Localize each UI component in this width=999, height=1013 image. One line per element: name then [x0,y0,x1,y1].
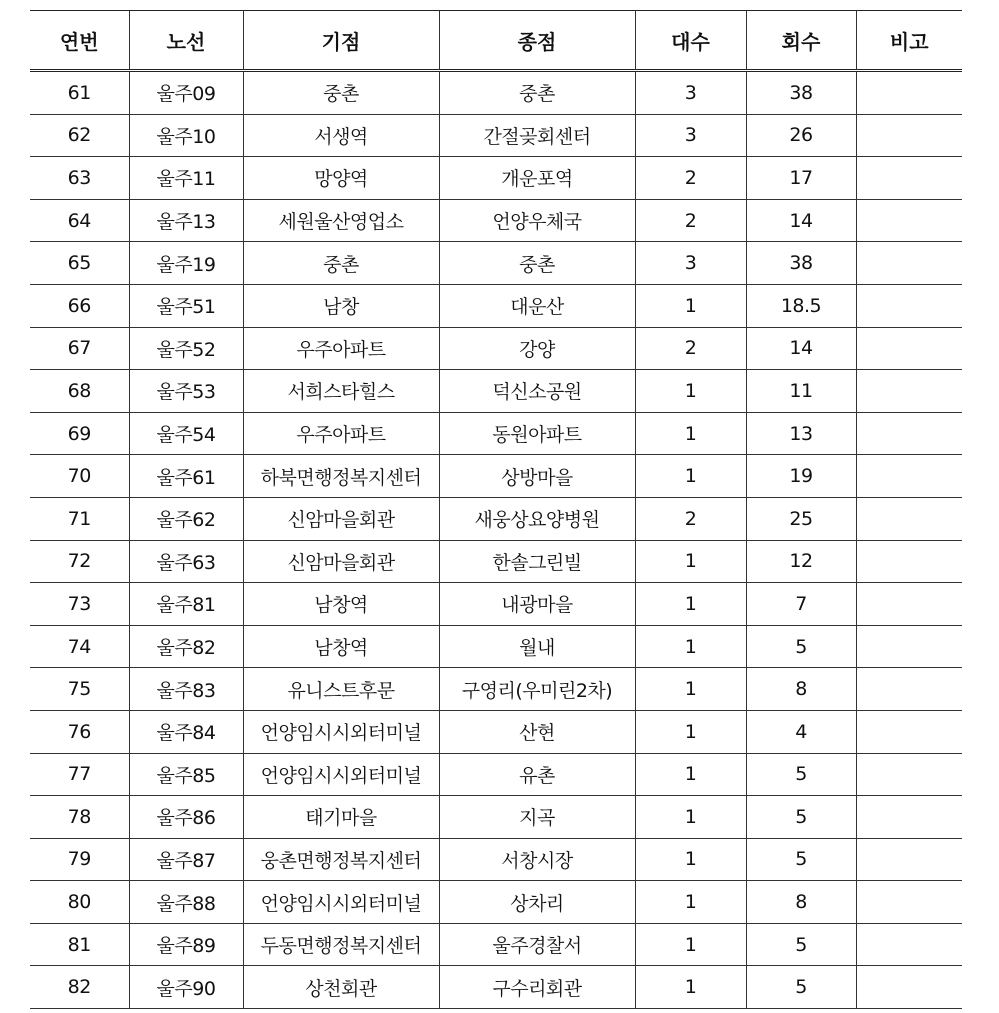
cell-route: 울주13 [129,199,243,242]
cell-route: 울주53 [129,370,243,413]
cell-no: 79 [30,838,129,881]
cell-no: 74 [30,625,129,668]
table-row [30,455,962,498]
cell-route: 울주63 [129,540,243,583]
cell-note [856,157,962,200]
cell-start: 하북면행정복지센터 [243,455,439,498]
table-row [30,710,962,753]
cell-trips: 26 [746,114,856,157]
cell-vehicles: 1 [635,583,746,626]
table-row [30,284,962,327]
table-row [30,370,962,413]
cell-end: 상방마을 [439,455,635,498]
cell-route: 울주83 [129,668,243,711]
cell-vehicles: 3 [635,114,746,157]
cell-note [856,284,962,327]
cell-route: 울주61 [129,455,243,498]
cell-note [856,114,962,157]
table-header [30,11,962,71]
cell-vehicles: 1 [635,923,746,966]
cell-note [856,412,962,455]
cell-note [856,710,962,753]
cell-end: 구수리회관 [439,966,635,1009]
cell-end: 유촌 [439,753,635,796]
cell-trips: 38 [746,242,856,285]
cell-no: 68 [30,370,129,413]
cell-note [856,966,962,1009]
cell-note [856,242,962,285]
header-vehicles: 대수 [635,11,746,71]
cell-route: 울주88 [129,881,243,924]
cell-note [856,881,962,924]
cell-vehicles: 2 [635,327,746,370]
table-row [30,625,962,668]
cell-start: 남창역 [243,583,439,626]
cell-trips: 13 [746,412,856,455]
cell-no: 67 [30,327,129,370]
cell-trips: 4 [746,710,856,753]
cell-note [856,497,962,540]
cell-vehicles: 1 [635,881,746,924]
cell-end: 내광마을 [439,583,635,626]
header-route: 노선 [129,11,243,71]
cell-trips: 12 [746,540,856,583]
cell-route: 울주10 [129,114,243,157]
header-start: 기점 [243,11,439,71]
cell-vehicles: 1 [635,753,746,796]
cell-trips: 11 [746,370,856,413]
cell-no: 62 [30,114,129,157]
table-row [30,71,962,115]
cell-end: 간절곶회센터 [439,114,635,157]
cell-no: 61 [30,71,129,115]
cell-start: 두동면행정복지센터 [243,923,439,966]
table-row [30,157,962,200]
bus-route-table [30,10,962,1009]
table-row [30,583,962,626]
cell-route: 울주90 [129,966,243,1009]
cell-end: 한솔그린빌 [439,540,635,583]
cell-trips: 14 [746,199,856,242]
cell-route: 울주11 [129,157,243,200]
cell-end: 새웅상요양병원 [439,497,635,540]
table-row [30,668,962,711]
table-row [30,497,962,540]
header-note: 비고 [856,11,962,71]
cell-no: 82 [30,966,129,1009]
cell-start: 언양임시시외터미널 [243,710,439,753]
cell-vehicles: 1 [635,966,746,1009]
cell-note [856,583,962,626]
cell-no: 73 [30,583,129,626]
header-row [30,11,962,71]
cell-vehicles: 1 [635,710,746,753]
cell-trips: 5 [746,966,856,1009]
cell-note [856,753,962,796]
table-row [30,881,962,924]
table-row [30,923,962,966]
cell-start: 웅촌면행정복지센터 [243,838,439,881]
cell-no: 71 [30,497,129,540]
cell-trips: 8 [746,668,856,711]
cell-vehicles: 1 [635,625,746,668]
cell-end: 개운포역 [439,157,635,200]
cell-trips: 7 [746,583,856,626]
cell-route: 울주54 [129,412,243,455]
cell-trips: 5 [746,923,856,966]
cell-end: 구영리(우미린2차) [439,668,635,711]
table-row [30,199,962,242]
cell-trips: 19 [746,455,856,498]
cell-vehicles: 1 [635,370,746,413]
cell-start: 언양임시시외터미널 [243,753,439,796]
cell-trips: 5 [746,625,856,668]
cell-vehicles: 1 [635,796,746,839]
cell-start: 우주아파트 [243,412,439,455]
cell-route: 울주51 [129,284,243,327]
cell-end: 산현 [439,710,635,753]
table-row [30,753,962,796]
cell-route: 울주81 [129,583,243,626]
cell-note [856,796,962,839]
cell-end: 중촌 [439,242,635,285]
cell-end: 동원아파트 [439,412,635,455]
cell-vehicles: 2 [635,157,746,200]
cell-vehicles: 2 [635,497,746,540]
cell-note [856,370,962,413]
cell-vehicles: 1 [635,540,746,583]
cell-start: 언양임시시외터미널 [243,881,439,924]
cell-note [856,71,962,115]
cell-no: 65 [30,242,129,285]
cell-no: 66 [30,284,129,327]
cell-start: 남창 [243,284,439,327]
table-row [30,540,962,583]
table-row [30,412,962,455]
cell-route: 울주62 [129,497,243,540]
cell-end: 서창시장 [439,838,635,881]
cell-no: 63 [30,157,129,200]
cell-no: 70 [30,455,129,498]
table-row [30,114,962,157]
cell-end: 덕신소공원 [439,370,635,413]
table-body [30,71,962,1009]
cell-end: 대운산 [439,284,635,327]
cell-no: 78 [30,796,129,839]
table-row [30,966,962,1009]
cell-no: 72 [30,540,129,583]
cell-start: 태기마을 [243,796,439,839]
cell-start: 서희스타힐스 [243,370,439,413]
table-row [30,327,962,370]
cell-start: 신암마을회관 [243,497,439,540]
cell-route: 울주89 [129,923,243,966]
cell-trips: 25 [746,497,856,540]
cell-no: 80 [30,881,129,924]
cell-trips: 38 [746,71,856,115]
cell-note [856,668,962,711]
cell-start: 세원울산영업소 [243,199,439,242]
cell-vehicles: 3 [635,242,746,285]
cell-end: 월내 [439,625,635,668]
cell-trips: 5 [746,796,856,839]
cell-note [856,455,962,498]
cell-start: 중촌 [243,242,439,285]
cell-route: 울주19 [129,242,243,285]
cell-start: 신암마을회관 [243,540,439,583]
cell-trips: 5 [746,753,856,796]
cell-no: 75 [30,668,129,711]
cell-note [856,838,962,881]
cell-vehicles: 1 [635,455,746,498]
cell-route: 울주09 [129,71,243,115]
cell-start: 우주아파트 [243,327,439,370]
cell-end: 지곡 [439,796,635,839]
cell-end: 언양우체국 [439,199,635,242]
cell-route: 울주87 [129,838,243,881]
table-row [30,838,962,881]
cell-start: 서생역 [243,114,439,157]
cell-no: 64 [30,199,129,242]
cell-trips: 17 [746,157,856,200]
cell-start: 망양역 [243,157,439,200]
cell-note [856,199,962,242]
cell-trips: 5 [746,838,856,881]
cell-trips: 18.5 [746,284,856,327]
cell-vehicles: 1 [635,284,746,327]
cell-start: 중촌 [243,71,439,115]
cell-vehicles: 2 [635,199,746,242]
cell-no: 77 [30,753,129,796]
cell-start: 상천회관 [243,966,439,1009]
cell-end: 울주경찰서 [439,923,635,966]
header-no: 연번 [30,11,129,71]
cell-no: 69 [30,412,129,455]
cell-note [856,327,962,370]
cell-note [856,540,962,583]
cell-end: 상차리 [439,881,635,924]
cell-route: 울주84 [129,710,243,753]
header-end: 종점 [439,11,635,71]
cell-vehicles: 3 [635,71,746,115]
cell-vehicles: 1 [635,412,746,455]
cell-no: 76 [30,710,129,753]
cell-start: 유니스트후문 [243,668,439,711]
cell-vehicles: 1 [635,838,746,881]
cell-start: 남창역 [243,625,439,668]
cell-trips: 8 [746,881,856,924]
cell-end: 중촌 [439,71,635,115]
cell-note [856,625,962,668]
cell-note [856,923,962,966]
cell-trips: 14 [746,327,856,370]
cell-route: 울주82 [129,625,243,668]
cell-vehicles: 1 [635,668,746,711]
table-row [30,242,962,285]
table-row [30,796,962,839]
cell-route: 울주86 [129,796,243,839]
cell-no: 81 [30,923,129,966]
cell-route: 울주85 [129,753,243,796]
header-trips: 회수 [746,11,856,71]
cell-end: 강양 [439,327,635,370]
cell-route: 울주52 [129,327,243,370]
